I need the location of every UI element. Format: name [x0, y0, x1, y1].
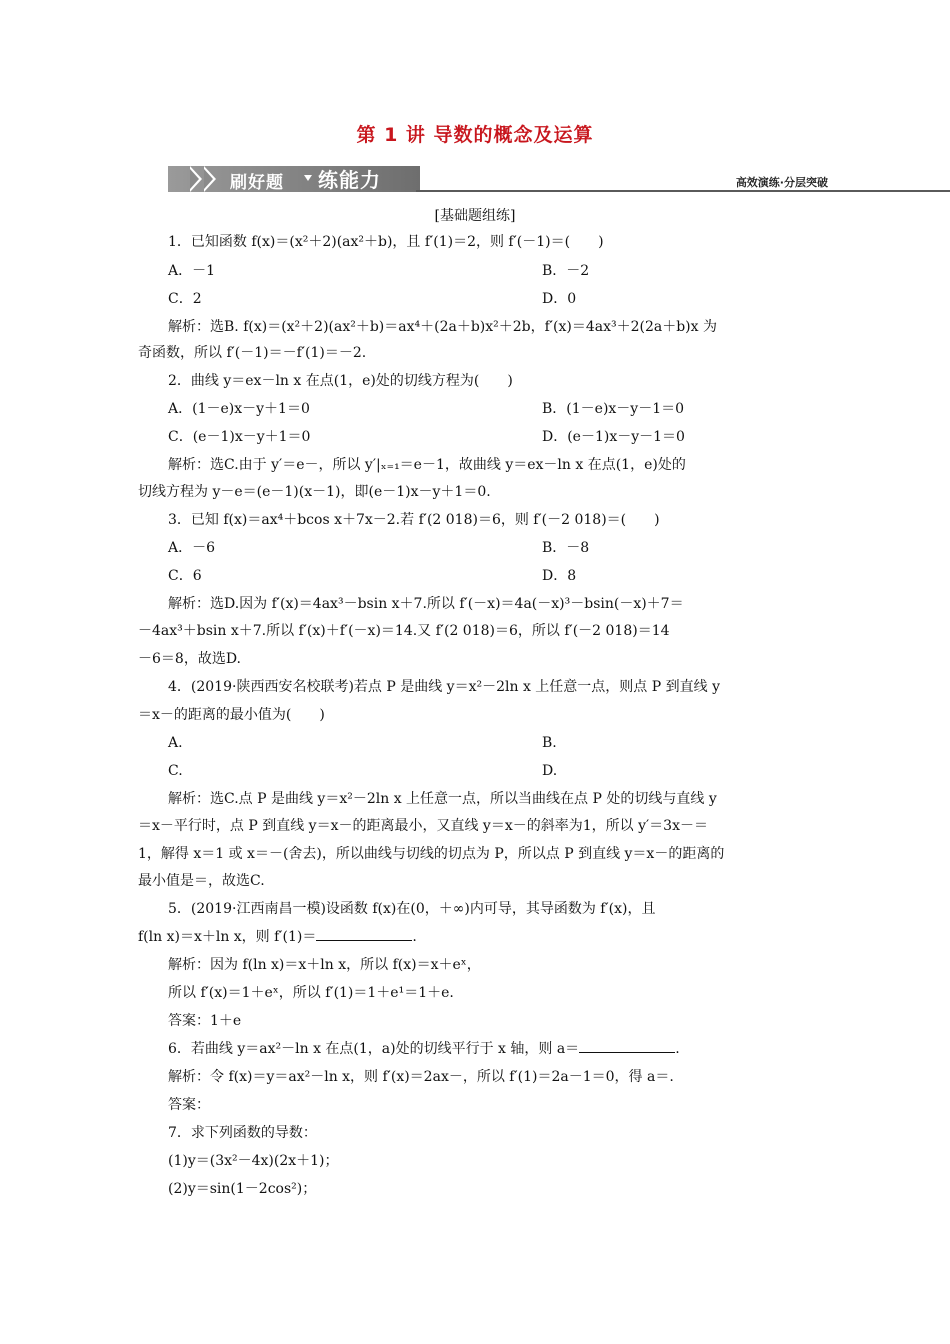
option-b: B．－2 — [542, 263, 590, 279]
answer-line: 答案： — [168, 1097, 210, 1113]
option-d: D．(e－1)x－y－1＝0 — [542, 429, 685, 445]
option-d: D．0 — [542, 291, 577, 307]
option-a: A．(1－e)x－y＋1＝0 — [168, 401, 310, 417]
solution-line: 切线方程为 y－e＝(e－1)(x－1)，即(e－1)x－y＋1＝0. — [138, 484, 491, 500]
option-c: C. — [168, 763, 183, 779]
question-3: 3．已知 f(x)＝ax⁴＋bcos x＋7x－2.若 f′(2 018)＝6，则 f′(－2 018)＝( ) — [168, 512, 660, 528]
option-a: A．－1 — [168, 263, 216, 279]
option-b: B. — [542, 735, 557, 751]
section-heading: [基础题组练] — [434, 208, 516, 224]
solution-line: 解析：选D.因为 f′(x)＝4ax³－bsin x＋7.所以 f′(－x)＝4a(－x)³－bsin(－x)＋7＝ — [168, 596, 684, 612]
chevron-icon — [204, 169, 213, 189]
solution-line: 解析：选B. f(x)＝(x²＋2)(ax²＋b)＝ax⁴＋(2a＋b)x²＋2b，f′(x)＝4ax³＋2(2a＋b)x 为 — [168, 319, 717, 335]
answer-blank — [579, 1040, 675, 1053]
solution-line: －4ax³＋bsin x＋7.所以 f′(x)＋f′(－x)＝14.又 f′(2 018)＝6，所以 f′(－2 018)＝14 — [138, 623, 670, 639]
question-2: 2．曲线 y＝ex－ln x 在点(1，e)处的切线方程为( ) — [168, 373, 513, 389]
answer-line: 答案：1＋e — [168, 1013, 242, 1029]
question-5-cont: f(ln x)＝x＋ln x，则 f′(1)＝ . — [138, 929, 417, 945]
chevron-icon — [190, 169, 199, 189]
section-banner — [168, 160, 828, 194]
question-7: 7．求下列函数的导数： — [168, 1125, 317, 1141]
question-7-part-2: (2)y＝sin(1－2cos²)； — [168, 1181, 317, 1197]
question-7-part-1: (1)y＝(3x²－4x)(2x＋1)； — [168, 1153, 339, 1169]
question-5-text: f(ln x)＝x＋ln x，则 f′(1)＝ — [138, 929, 317, 945]
page-title: 第 1 讲 导数的概念及运算 — [356, 124, 594, 146]
option-c: C．(e－1)x－y＋1＝0 — [168, 429, 311, 445]
banner-divider — [416, 190, 950, 192]
option-c: C．2 — [168, 291, 202, 307]
solution-line: 所以 f′(x)＝1＋eˣ，所以 f′(1)＝1＋e¹＝1＋e. — [168, 985, 454, 1001]
option-a: A．－6 — [168, 540, 216, 556]
question-1: 1．已知函数 f(x)＝(x²＋2)(ax²＋b)，且 f′(1)＝2，则 f′(－1)＝( ) — [168, 234, 604, 250]
question-4-cont: ＝x－的距离的最小值为( ) — [138, 707, 325, 723]
solution-line: －6＝8，故选D. — [138, 651, 241, 667]
solution-line: 最小值是＝，故选C. — [138, 873, 265, 889]
option-c: C．6 — [168, 568, 202, 584]
option-b: B．(1－e)x－y－1＝0 — [542, 401, 685, 417]
solution-line: 解析：令 f(x)＝y＝ax²－ln x，则 f′(x)＝2ax－，所以 f′(1)＝2a－1＝0，得 a＝. — [168, 1069, 674, 1085]
banner-right-label: 高效演练·分层突破 — [735, 176, 828, 189]
banner-label: 刷好题 — [230, 173, 284, 193]
question-5: 5．(2019·江西南昌一模)设函数 f(x)在(0，＋∞)内可导，其导函数为 f′(x)，且 — [168, 901, 656, 917]
question-6: 6．若曲线 y＝ax²－ln x 在点(1，a)处的切线平行于 x 轴，则 a＝ . — [168, 1041, 680, 1057]
question-6-text: 6．若曲线 y＝ax²－ln x 在点(1，a)处的切线平行于 x 轴，则 a＝ — [168, 1041, 580, 1057]
banner-strong-label: 练能力 — [318, 168, 381, 192]
solution-line: 1，解得 x＝1 或 x＝－(舍去)，所以曲线与切线的切点为 P，所以点 P 到直线 y＝x－的距离的 — [138, 846, 725, 862]
triangle-icon — [304, 175, 312, 181]
option-d: D．8 — [542, 568, 577, 584]
option-d: D. — [542, 763, 558, 779]
solution-line: 奇函数，所以 f′(－1)＝－f′(1)＝－2. — [138, 345, 367, 361]
option-b: B．－8 — [542, 540, 590, 556]
option-a: A. — [168, 735, 183, 751]
solution-line: 解析：选C.点 P 是曲线 y＝x²－2ln x 上任意一点，所以当曲线在点 P 处的切线与直线 y — [168, 791, 717, 807]
answer-blank — [316, 928, 412, 941]
question-4: 4．(2019·陕西西安名校联考)若点 P 是曲线 y＝x²－2ln x 上任意一点，则点 P 到直线 y — [168, 679, 720, 695]
solution-line: 解析：因为 f(ln x)＝x＋ln x，所以 f(x)＝x＋eˣ， — [168, 957, 481, 973]
solution-line: ＝x－平行时，点 P 到直线 y＝x－的距离最小，又直线 y＝x－的斜率为1，所以 y′＝3x－＝ — [138, 818, 708, 834]
solution-line: 解析：选C.由于 y′＝e－，所以 y′|ₓ₌₁＝e－1，故曲线 y＝ex－ln x 在点(1，e)处的 — [168, 457, 686, 473]
